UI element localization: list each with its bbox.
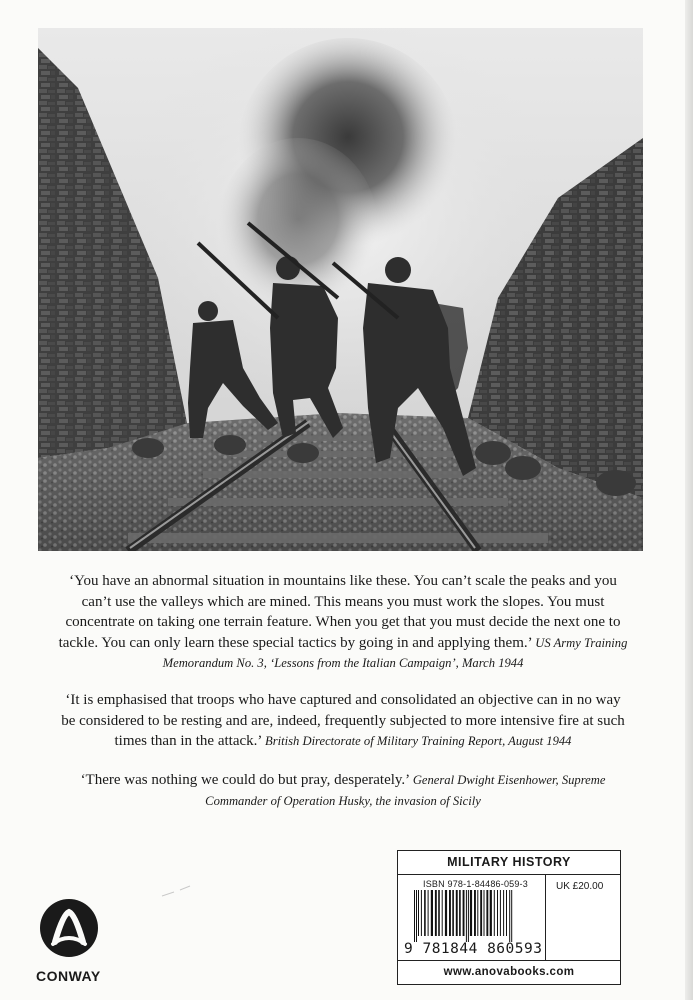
- publisher-name: CONWAY: [36, 968, 101, 984]
- page-edge: [685, 0, 693, 1000]
- soldiers-railway-photo: [38, 28, 643, 551]
- barcode-icon: [412, 890, 542, 942]
- stray-mark: [160, 884, 200, 898]
- isbn-label: ISBN 978-1-84486-059-3: [423, 879, 528, 889]
- quote-3-source: General Dwight Eisenhower, Supreme Commander of Operation Husky, the invasion of Sicily: [205, 773, 606, 808]
- cover-photo: [38, 28, 643, 551]
- quote-2: [58, 690, 628, 752]
- barcode-box: [397, 850, 621, 985]
- price-area: [545, 875, 621, 960]
- publisher-url: www.anovabooks.com: [443, 966, 575, 978]
- quote-1-text: ‘You have an abnormal situation in mountains like these. You can’t scale the peaks and you can’t use the valleys which are mined. This means you must work the slopes. You must concentrate on taking one terrain feature. When you get that you must decide the next one to tackle. You can only learn these special tactics by going in and applying them.’: [58, 573, 621, 651]
- barcode-area: [398, 875, 620, 961]
- price-label: UK £20.00: [556, 881, 604, 892]
- conway-a-logo-icon: [39, 898, 99, 958]
- quote-1: [58, 571, 628, 674]
- barcode-number: 9 781844 860593: [404, 941, 543, 957]
- quote-2-source: British Directorate of Military Training Report, August 1944: [265, 734, 572, 748]
- category-label: MILITARY HISTORY: [398, 851, 620, 875]
- quote-3: [58, 770, 628, 811]
- quote-3-text: ‘There was nothing we could do but pray, desperately.’: [80, 772, 410, 788]
- quote-1-source: US Army Training Memorandum No. 3, ‘Lessons from the Italian Campaign’, March 1944: [162, 635, 628, 670]
- quote-2-text: ‘It is emphasised that troops who have captured and consolidated an objective can in no way be considered to be resting and are, indeed, frequently subjected to more intensive fire at such times than in the attack.’: [61, 692, 625, 749]
